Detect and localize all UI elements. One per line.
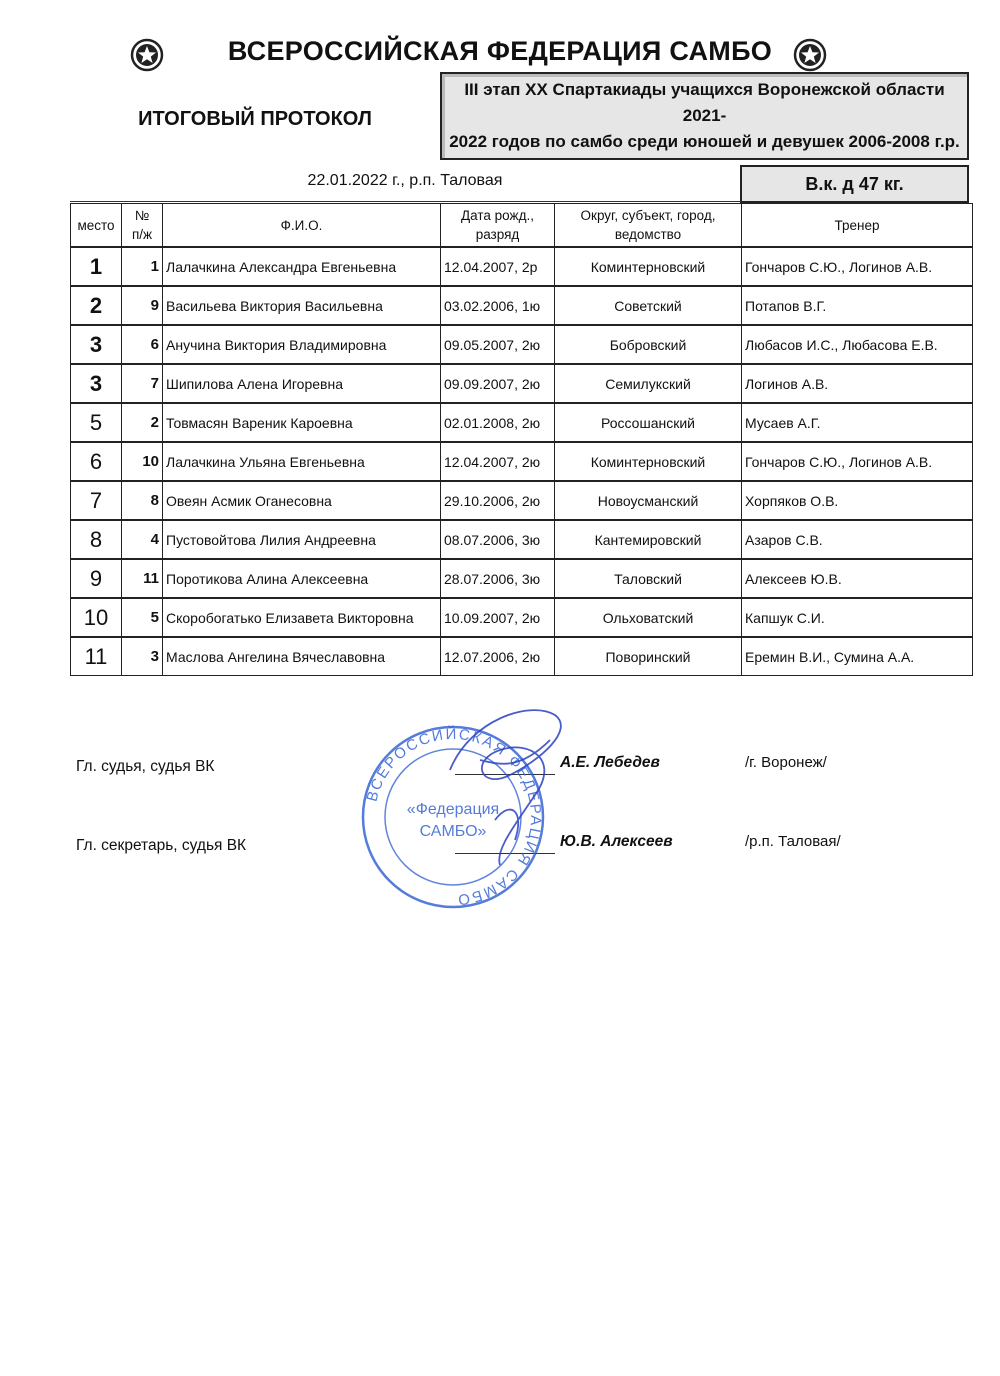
col-num-header: № п/ж [122,204,163,248]
event-title-line2: 2022 годов по самбо среди юношей и девушек 2006-2008 г.р. [449,132,960,151]
chief-secretary-name: Ю.В. Алексеев [560,833,673,850]
date-underline [70,201,740,202]
coach-cell: Гончаров С.Ю., Логинов А.В. [742,442,973,481]
district-cell: Кантемировский [555,520,742,559]
birth-date-rank-cell: 12.04.2007, 2ю [441,442,555,481]
participant-number-cell: 6 [122,325,163,364]
participant-number-cell: 10 [122,442,163,481]
participant-name-cell: Пустовойтова Лилия Андреевна [163,520,441,559]
table-row [71,286,973,325]
coach-cell: Потапов В.Г. [742,286,973,325]
participant-name-cell: Овеян Асмик Оганесовна [163,481,441,520]
participant-number-cell: 7 [122,364,163,403]
district-cell: Семилукский [555,364,742,403]
place-cell: 8 [71,520,122,559]
birth-date-rank-cell: 12.07.2006, 2ю [441,637,555,676]
participant-number-cell: 4 [122,520,163,559]
place-cell: 3 [71,364,122,403]
participant-number-cell: 3 [122,637,163,676]
table-row [71,403,973,442]
coach-cell: Алексеев Ю.В. [742,559,973,598]
table-row [71,325,973,364]
place-cell: 2 [71,286,122,325]
place-cell: 10 [71,598,122,637]
col-place-header: место [71,204,122,248]
results-table [70,203,973,676]
place-cell: 7 [71,481,122,520]
participant-name-cell: Васильева Виктория Васильевна [163,286,441,325]
chief-secretary-city: /р.п. Таловая/ [745,833,841,850]
birth-date-rank-cell: 29.10.2006, 2ю [441,481,555,520]
col-district-header: Округ, субъект, город, ведомство [555,204,742,248]
table-row [71,247,973,286]
coach-cell: Любасов И.С., Любасова Е.В. [742,325,973,364]
participant-number-cell: 5 [122,598,163,637]
table-row [71,520,973,559]
district-cell: Россошанский [555,403,742,442]
participant-number-cell: 11 [122,559,163,598]
participant-number-cell: 8 [122,481,163,520]
place-cell: 5 [71,403,122,442]
coach-cell: Логинов А.В. [742,364,973,403]
coach-cell: Мусаев А.Г. [742,403,973,442]
table-row [71,442,973,481]
birth-date-rank-cell: 28.07.2006, 3ю [441,559,555,598]
weight-category: В.к. д 47 кг. [740,165,969,203]
svg-text:ВСЕРОССИЙСКАЯ ФЕДЕРАЦИЯ САМБО: ВСЕРОССИЙСКАЯ ФЕДЕРАЦИЯ САМБО [363,725,545,909]
district-cell: Новоусманский [555,481,742,520]
district-cell: Советский [555,286,742,325]
coach-cell: Еремин В.И., Сумина А.А. [742,637,973,676]
table-row [71,559,973,598]
place-cell: 1 [71,247,122,286]
event-title-box [440,72,969,160]
district-cell: Коминтерновский [555,442,742,481]
district-cell: Бобровский [555,325,742,364]
coach-cell: Капшук С.И. [742,598,973,637]
table-row [71,598,973,637]
protocol-title: ИТОГОВЫЙ ПРОТОКОЛ [138,108,372,130]
svg-text:«Федерация: «Федерация [406,801,500,818]
handwritten-signature [440,700,580,870]
federation-title: ВСЕРОССИЙСКАЯ ФЕДЕРАЦИЯ САМБО [227,36,773,66]
col-name-header: Ф.И.О. [163,204,441,248]
participant-name-cell: Лалачкина Александра Евгеньевна [163,247,441,286]
participant-name-cell: Товмасян Вареник Кароевна [163,403,441,442]
birth-date-rank-cell: 02.01.2008, 2ю [441,403,555,442]
place-cell: 9 [71,559,122,598]
chief-judge-name: А.Е. Лебедев [560,754,660,771]
place-cell: 3 [71,325,122,364]
participant-name-cell: Маслова Ангелина Вячеславовна [163,637,441,676]
participant-number-cell: 2 [122,403,163,442]
svg-text:САМБО»: САМБО» [419,823,487,840]
participant-name-cell: Скоробогатько Елизавета Викторовна [163,598,441,637]
birth-date-rank-cell: 08.07.2006, 3ю [441,520,555,559]
participant-number-cell: 9 [122,286,163,325]
birth-date-rank-cell: 10.09.2007, 2ю [441,598,555,637]
chief-judge-label: Гл. судья, судья ВК [76,758,215,775]
event-title-line1: III этап XX Спартакиады учащихся Воронежской области 2021- [464,80,945,125]
coach-cell: Азаров С.В. [742,520,973,559]
district-cell: Коминтерновский [555,247,742,286]
participant-name-cell: Шипилова Алена Игоревна [163,364,441,403]
table-row [71,364,973,403]
coach-cell: Гончаров С.Ю., Логинов А.В. [742,247,973,286]
birth-date-rank-cell: 03.02.2006, 1ю [441,286,555,325]
district-cell: Ольховатский [555,598,742,637]
sambo-emblem-right-icon [793,38,827,72]
table-row [71,481,973,520]
place-cell: 6 [71,442,122,481]
table-row [71,637,973,676]
place-cell: 11 [71,637,122,676]
coach-cell: Хорпяков О.В. [742,481,973,520]
participant-number-cell: 1 [122,247,163,286]
chief-judge-city: /г. Воронеж/ [745,754,827,771]
birth-date-rank-cell: 09.09.2007, 2ю [441,364,555,403]
col-dob-header: Дата рожд., разряд [441,204,555,248]
table-header-row [71,204,973,248]
col-coach-header: Тренер [742,204,973,248]
district-cell: Поворинский [555,637,742,676]
birth-date-rank-cell: 09.05.2007, 2ю [441,325,555,364]
participant-name-cell: Лалачкина Ульяна Евгеньевна [163,442,441,481]
date-place: 22.01.2022 г., р.п. Таловая [307,172,503,189]
birth-date-rank-cell: 12.04.2007, 2р [441,247,555,286]
participant-name-cell: Поротикова Алина Алексеевна [163,559,441,598]
chief-secretary-label: Гл. секретарь, судья ВК [76,837,247,854]
participant-name-cell: Анучина Виктория Владимировна [163,325,441,364]
district-cell: Таловский [555,559,742,598]
